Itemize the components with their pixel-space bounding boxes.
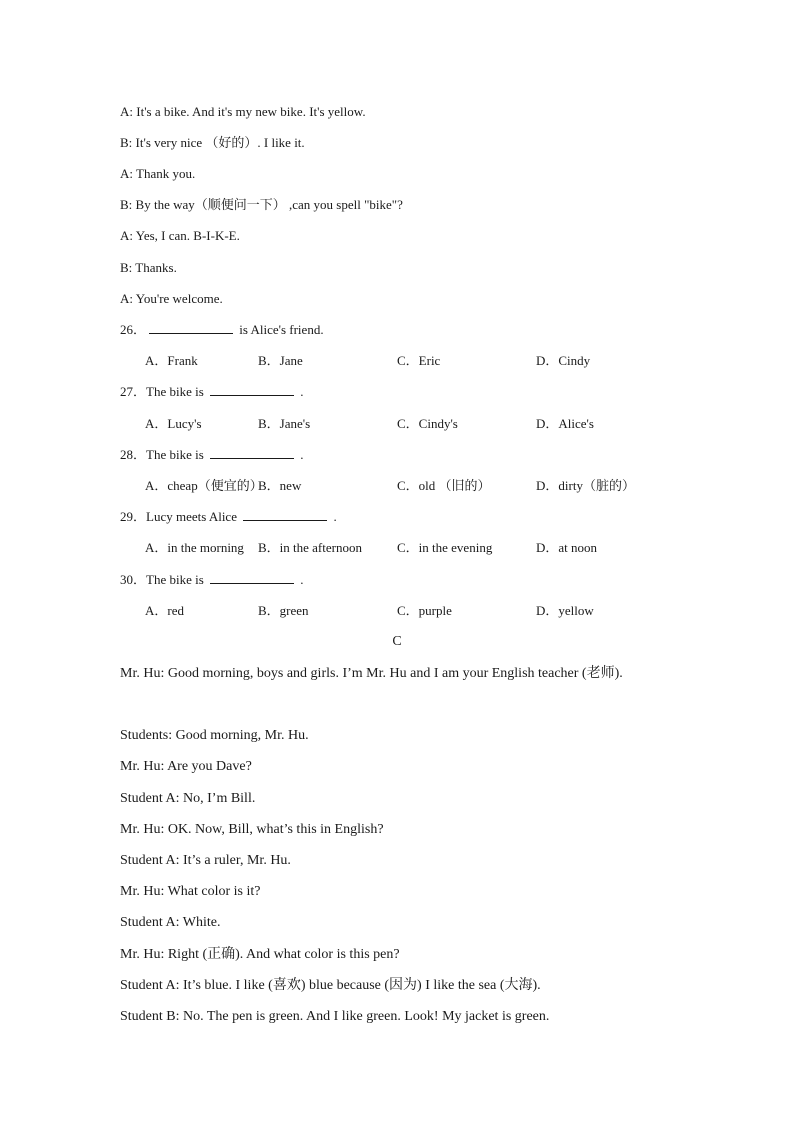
question-prefix: 30．The bike is	[120, 572, 208, 587]
option-b: B．green	[258, 603, 309, 618]
option-c: C．Eric	[397, 353, 441, 368]
question-prefix: 26．	[120, 322, 147, 337]
question-26	[120, 321, 324, 339]
option-d: D．Cindy	[536, 353, 591, 368]
dialogue-line: Student A: White.	[120, 915, 221, 930]
question-prefix: 27．The bike is	[120, 384, 208, 399]
question-suffix: is Alice's friend.	[236, 322, 324, 337]
question-prefix: 29．Lucy meets Alice	[120, 509, 241, 524]
option-b: B．in the afternoon	[258, 540, 362, 555]
dialogue-line: Mr. Hu: Right (正确). And what color is this pen?	[120, 947, 400, 962]
answer-blank	[210, 446, 294, 459]
dialogue-line: Mr. Hu: OK. Now, Bill, what’s this in English?	[120, 822, 384, 837]
answer-blank	[243, 508, 327, 521]
dialogue-line: Student A: It’s a ruler, Mr. Hu.	[120, 853, 291, 868]
option-c: C．in the evening	[397, 540, 493, 555]
dialogue-line: Student A: No, I’m Bill.	[120, 791, 256, 806]
dialogue-line: A: You're welcome.	[120, 291, 223, 306]
question-suffix: .	[297, 572, 304, 587]
answer-blank	[210, 383, 294, 396]
question-suffix: .	[297, 384, 304, 399]
option-d: D．yellow	[536, 603, 594, 618]
option-a: A．in the morning	[145, 540, 244, 555]
question-28	[120, 446, 304, 464]
dialogue-line: Student A: It’s blue. I like (喜欢) blue because (因为) I like the sea (大海).	[120, 978, 541, 993]
dialogue-line: Mr. Hu: Are you Dave?	[120, 759, 252, 774]
option-d: D．Alice's	[536, 416, 594, 431]
answer-blank	[149, 321, 233, 334]
question-27	[120, 383, 304, 401]
question-prefix: 28．The bike is	[120, 447, 208, 462]
dialogue-line: A: Thank you.	[120, 166, 196, 181]
option-b: B．Jane's	[258, 416, 311, 431]
dialogue-line: Mr. Hu: What color is it?	[120, 884, 261, 899]
dialogue-line: B: Thanks.	[120, 260, 177, 275]
option-c: C．old （旧的）	[397, 478, 491, 493]
option-a: A．Lucy's	[145, 416, 202, 431]
section-heading: C	[392, 634, 402, 649]
dialogue-line: B: It's very nice （好的）. I like it.	[120, 135, 305, 150]
question-suffix: .	[330, 509, 337, 524]
dialogue-line: Mr. Hu: Good morning, boys and girls. I’m Mr. Hu and I am your English teacher (老师).	[120, 666, 623, 681]
dialogue-line: Students: Good morning, Mr. Hu.	[120, 728, 309, 743]
option-d: D．dirty（脏的）	[536, 478, 635, 493]
option-a: A．cheap（便宜的）	[145, 478, 263, 493]
option-b: B．Jane	[258, 353, 303, 368]
dialogue-line: B: By the way（顺便问一下） ,can you spell "bike"?	[120, 197, 403, 212]
dialogue-line: A: Yes, I can. B-I-K-E.	[120, 228, 240, 243]
option-d: D．at noon	[536, 540, 598, 555]
dialogue-line: Student B: No. The pen is green. And I like green. Look! My jacket is green.	[120, 1009, 550, 1024]
option-b: B．new	[258, 478, 302, 493]
question-30	[120, 571, 304, 589]
option-a: A．Frank	[145, 353, 198, 368]
option-c: C．Cindy's	[397, 416, 458, 431]
option-a: A．red	[145, 603, 184, 618]
question-29	[120, 508, 337, 526]
dialogue-line: A: It's a bike. And it's my new bike. It's yellow.	[120, 104, 366, 119]
option-c: C．purple	[397, 603, 452, 618]
question-suffix: .	[297, 447, 304, 462]
answer-blank	[210, 571, 294, 584]
